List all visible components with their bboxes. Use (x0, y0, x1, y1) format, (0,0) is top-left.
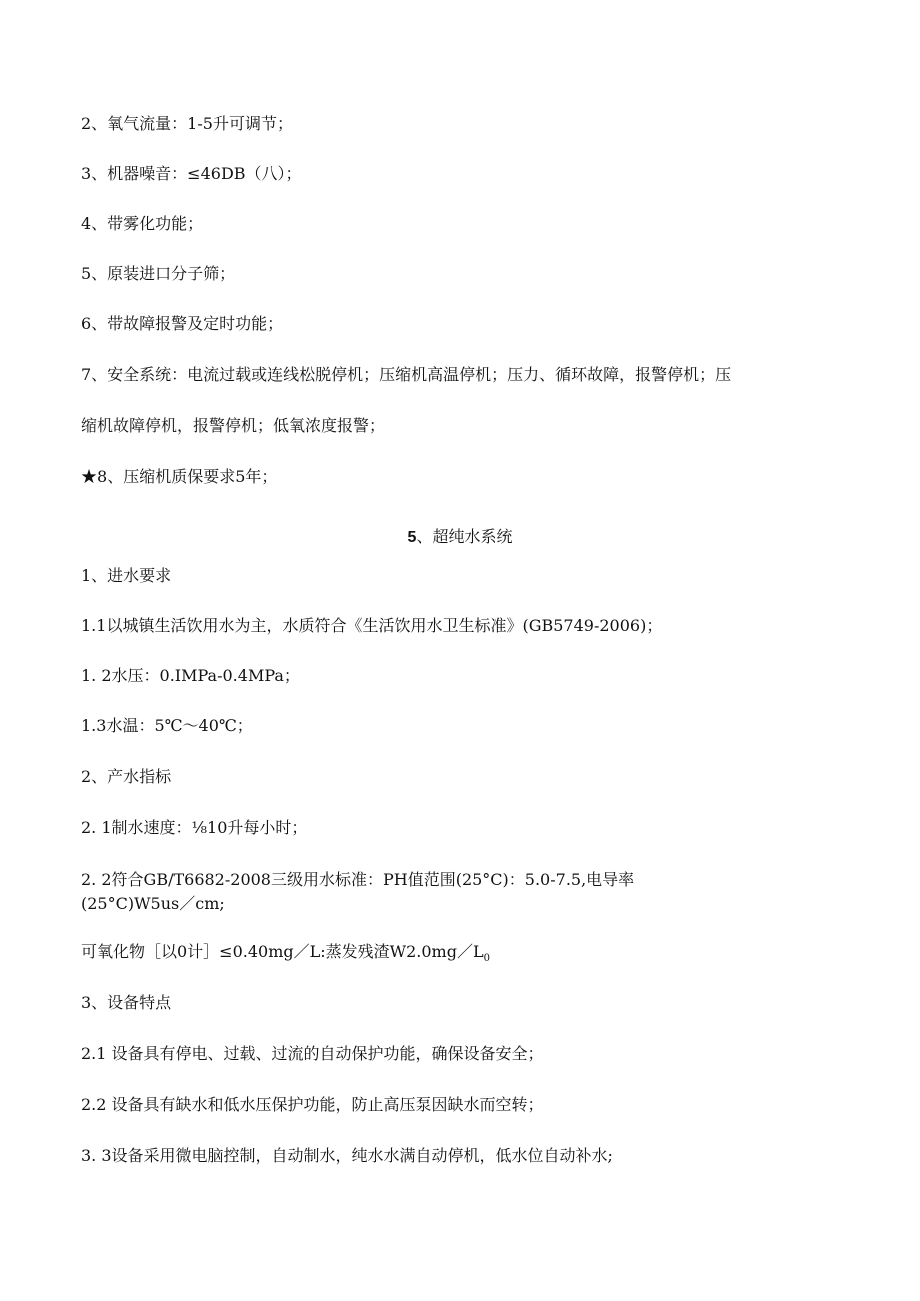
heading-text: 、超纯水系统 (416, 527, 513, 546)
list-item-overload-protection: 2.1 设备具有停电、过载、过流的自动保护功能，确保设备安全； (81, 1044, 544, 1063)
list-item-grade-three-standard: 2. 2符合GB/T6682-2008三级用水标准：PH值范围(25°C)：5.0-7.5,电导率 (81, 870, 635, 889)
list-item-water-pressure: 1. 2水压：0.IMPa-0.4MPa； (81, 666, 300, 685)
oxidizable-subscript: 0 (483, 953, 490, 965)
list-item-water-standard: 1.1以城镇生活饮用水为主，水质符合《生活饮用水卫生标准》(GB5749-2006)； (81, 616, 663, 635)
list-item-oxygen-flow: 2、氧气流量：1-5升可调节； (81, 114, 293, 133)
list-item-output-indicators: 2、产水指标 (81, 767, 172, 786)
list-item-water-temperature: 1.3水温：5℃～40℃； (81, 716, 253, 735)
list-item-low-water-protection: 2.2 设备具有缺水和低水压保护功能，防止高压泵因缺水而空转； (81, 1095, 544, 1114)
list-item-microcomputer-control: 3. 3设备采用微电脑控制，自动制水，纯水水满自动停机，低水位自动补水; (81, 1146, 613, 1165)
list-item-inlet-requirements: 1、进水要求 (81, 566, 172, 585)
list-item-production-rate: 2. 1制水速度：⅛10升每小时； (81, 818, 308, 837)
warranty-text: 8、压缩机质保要求5年； (97, 467, 278, 486)
list-item-equipment-features: 3、设备特点 (81, 993, 172, 1012)
list-item-molecular-sieve: 5、原装进口分子筛； (81, 264, 236, 283)
list-item-alarm-timer: 6、带故障报警及定时功能； (81, 314, 284, 333)
section-heading-ultrapure-water (0, 527, 920, 548)
oxidizable-text: 可氧化物［以0计］≤0.40mg／L:蒸发残渣W2.0mg／L (81, 942, 484, 961)
heading-number: 5 (407, 529, 417, 546)
star-mark: ★ (81, 467, 98, 486)
list-item-safety-system: 7、安全系统：电流过载或连线松脱停机；压缩机高温停机；压力、循环故障，报警停机；压 (81, 365, 732, 384)
list-item-safety-system-cont: 缩机故障停机，报警停机；低氧浓度报警； (81, 416, 386, 435)
list-item-oxidizable-substances (81, 942, 490, 969)
list-item-noise: 3、机器噪音：≤46DB（八）； (81, 164, 302, 183)
list-item-compressor-warranty (81, 467, 277, 487)
list-item-conductivity: (25°C)W5us／cm; (81, 894, 225, 913)
list-item-atomization: 4、带雾化功能； (81, 214, 204, 233)
